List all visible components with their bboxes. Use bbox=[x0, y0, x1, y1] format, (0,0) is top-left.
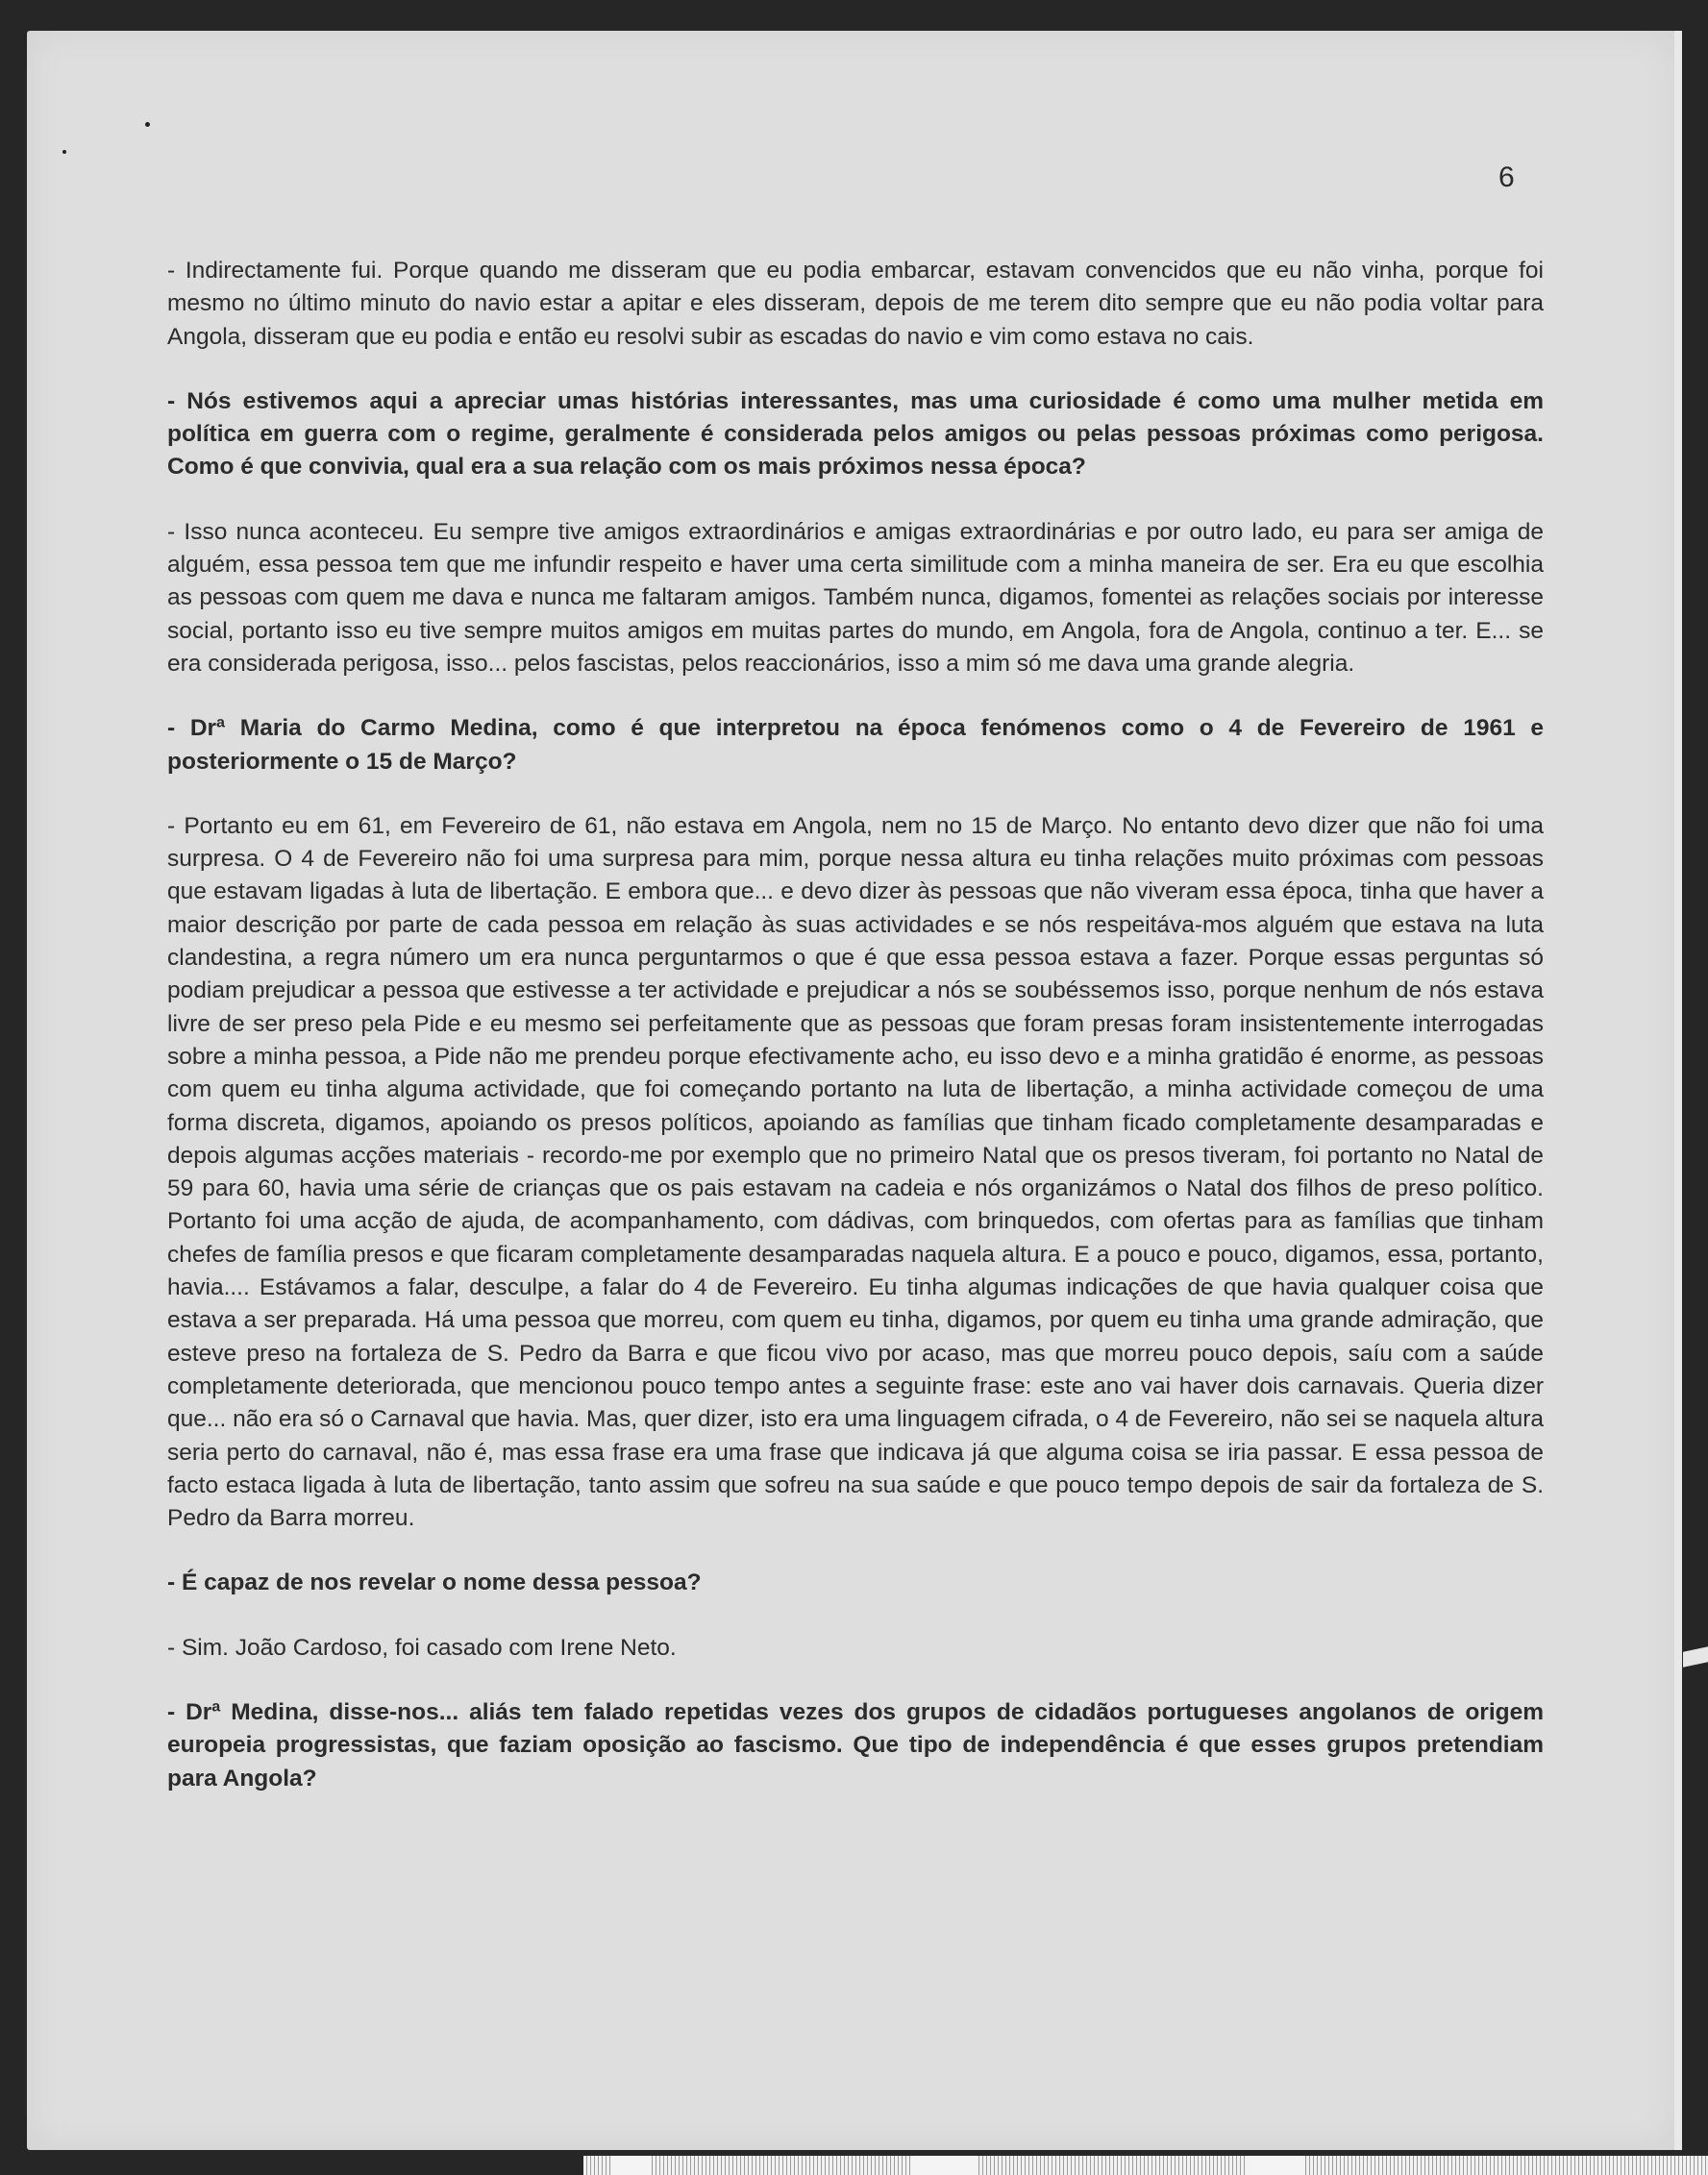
answer-paragraph: - Isso nunca aconteceu. Eu sempre tive amigos extraordinários e amigas extraordinárias e por outro lado, eu para ser amiga de alguém, essa pessoa tem que me infundir respeito e haver uma certa similitude com a minha maneira de ser. Era eu que escolhia as pessoas com quem me dava e nunca me faltaram amigos. Também nunca, digamos, fomentei as relações sociais por interesse social, portanto isso eu tive sempre muitos amigos em muitas partes do mundo, em Angola, fora de Angola, continuo a ter. E... se era considerada perigosa, isso... pelos fascistas, pelos reaccionários, isso a mim só me dava uma grande alegria. bbox=[167, 518, 1544, 677]
ruler-band bbox=[612, 2156, 651, 2175]
answer-paragraph: - Portanto eu em 61, em Fevereiro de 61, não estava em Angola, nem no 15 de Março. No entanto devo dizer que não foi uma surpresa. O 4 de Fevereiro não foi uma surpresa para mim, porque nessa altura eu tinha relações muito próximas com pessoas que estavam ligadas à luta de libertação. E embora que... e devo dizer às pessoas que não viveram essa época, tinha que haver a maior descrição por parte de cada pessoa em relação às suas actividades e se nós respeitáva-mos alguém que estava na luta clandestina, a regra número um era nunca perguntarmos o que é que essa pessoa estava a fazer. Porque essas perguntas só podiam prejudicar a pessoa que estivesse a ter actividade e prejudicar a nós se soubéssemos isso, porque nenhum de nós estava livre de ser preso pela Pide e eu mesmo sei perfeitamente que as pessoas que foram presas foram insistentemente interrogadas sobre a minha pessoa, a Pide não me prendeu porque efectivamente acho, eu isso devo e a minha gratidão é enorme, as pessoas com quem eu tinha alguma actividade, que foi começando portanto na luta de libertação, a minha actividade começou de uma forma discreta, digamos, apoiando os presos políticos, apoiando as famílias que tinham ficado completamente desamparadas e depois algumas acções materiais - recordo-me por exemplo que no primeiro Natal que os presos tiveram, foi portanto no Natal de 59 para 60, havia uma série de crianças que os pais estavam na cadeia e nós organizámos o Natal dos filhos de preso político. Portanto foi uma acção de ajuda, de acompanhamento, com dádivas, com brinquedos, com ofertas para as famílias que tinham chefes de família presos e que ficaram completamente desamparadas naquela altura. E a pouco e pouco, digamos, essa, portanto, havia.... Estávamos a falar, desculpe, a falar do 4 de Fevereiro. Eu tinha algumas indicações de que havia qualquer coisa que estava a ser preparada. Há uma pessoa que morreu, com quem eu tinha, digamos, por quem eu tinha uma grande admiração, que esteve preso na fortaleza de S. Pedro da Barra e que ficou vivo por acaso, mas que morreu pouco depois, saíu com a saúde completamente deteriorada, que mencionou pouco tempo antes a seguinte frase: este ano vai haver dois carnavais. Queria dizer que... não era só o Carnaval que havia. Mas, quer dizer, isto era uma linguagem cifrada, o 4 de Fevereiro, não sei se naquela altura seria perto do carnaval, não é, mas essa frase era uma frase que indicava já que alguma coisa se iria passar. E essa pessoa de facto estaca ligada à luta de libertação, tanto assim que sofreu na sua saúde e que pouco tempo depois de sair da fortaleza de S. Pedro da Barra morreu. bbox=[167, 812, 1544, 1532]
question-paragraph: - É capaz de nos revelar o nome dessa pessoa? bbox=[167, 1569, 702, 1596]
question-paragraph: - Drª Medina, disse-nos... aliás tem falado repetidas vezes dos grupos de cidadãos portugueses angolanos de origem europeia progressistas, que faziam oposição ao fascismo. Que tipo de independência é que esses grupos pretendiam para Angola? bbox=[167, 1698, 1544, 1792]
ink-dot bbox=[145, 122, 150, 127]
scan-ruler bbox=[583, 2156, 1708, 2175]
answer-paragraph: - Indirectamente fui. Porque quando me disseram que eu podia embarcar, estavam convencidos que eu não vinha, porque foi mesmo no último minuto do navio estar a apitar e eles disseram, depois de me terem dito sempre que eu não podia voltar para Angola, disseram que eu podia e então eu resolvi subir as escadas do navio e vim como estava no cais. bbox=[167, 258, 1544, 350]
ruler-band bbox=[910, 2156, 978, 2175]
question-paragraph: - Drª Maria do Carmo Medina, como é que interpretou na época fenómenos como o 4 de Fevereiro de 1961 e posteriormente o 15 de Março? bbox=[167, 715, 1544, 775]
transcript-body bbox=[167, 255, 1544, 1827]
paper-edge bbox=[1674, 31, 1682, 2150]
page-number: 6 bbox=[1498, 161, 1515, 193]
question-paragraph: - Nós estivemos aqui a apreciar umas histórias interessantes, mas uma curiosidade é como uma mulher metida em política em guerra com o regime, geralmente é considerada pelos amigos ou pelas pessoas próximas como perigosa. Como é que convivia, qual era a sua relação com os mais próximos nessa época? bbox=[167, 387, 1544, 481]
ruler-band bbox=[1247, 2156, 1304, 2175]
ink-dot bbox=[62, 150, 66, 154]
paper-tab bbox=[1683, 1646, 1708, 1668]
answer-paragraph: - Sim. João Cardoso, foi casado com Irene Neto. bbox=[167, 1634, 677, 1661]
